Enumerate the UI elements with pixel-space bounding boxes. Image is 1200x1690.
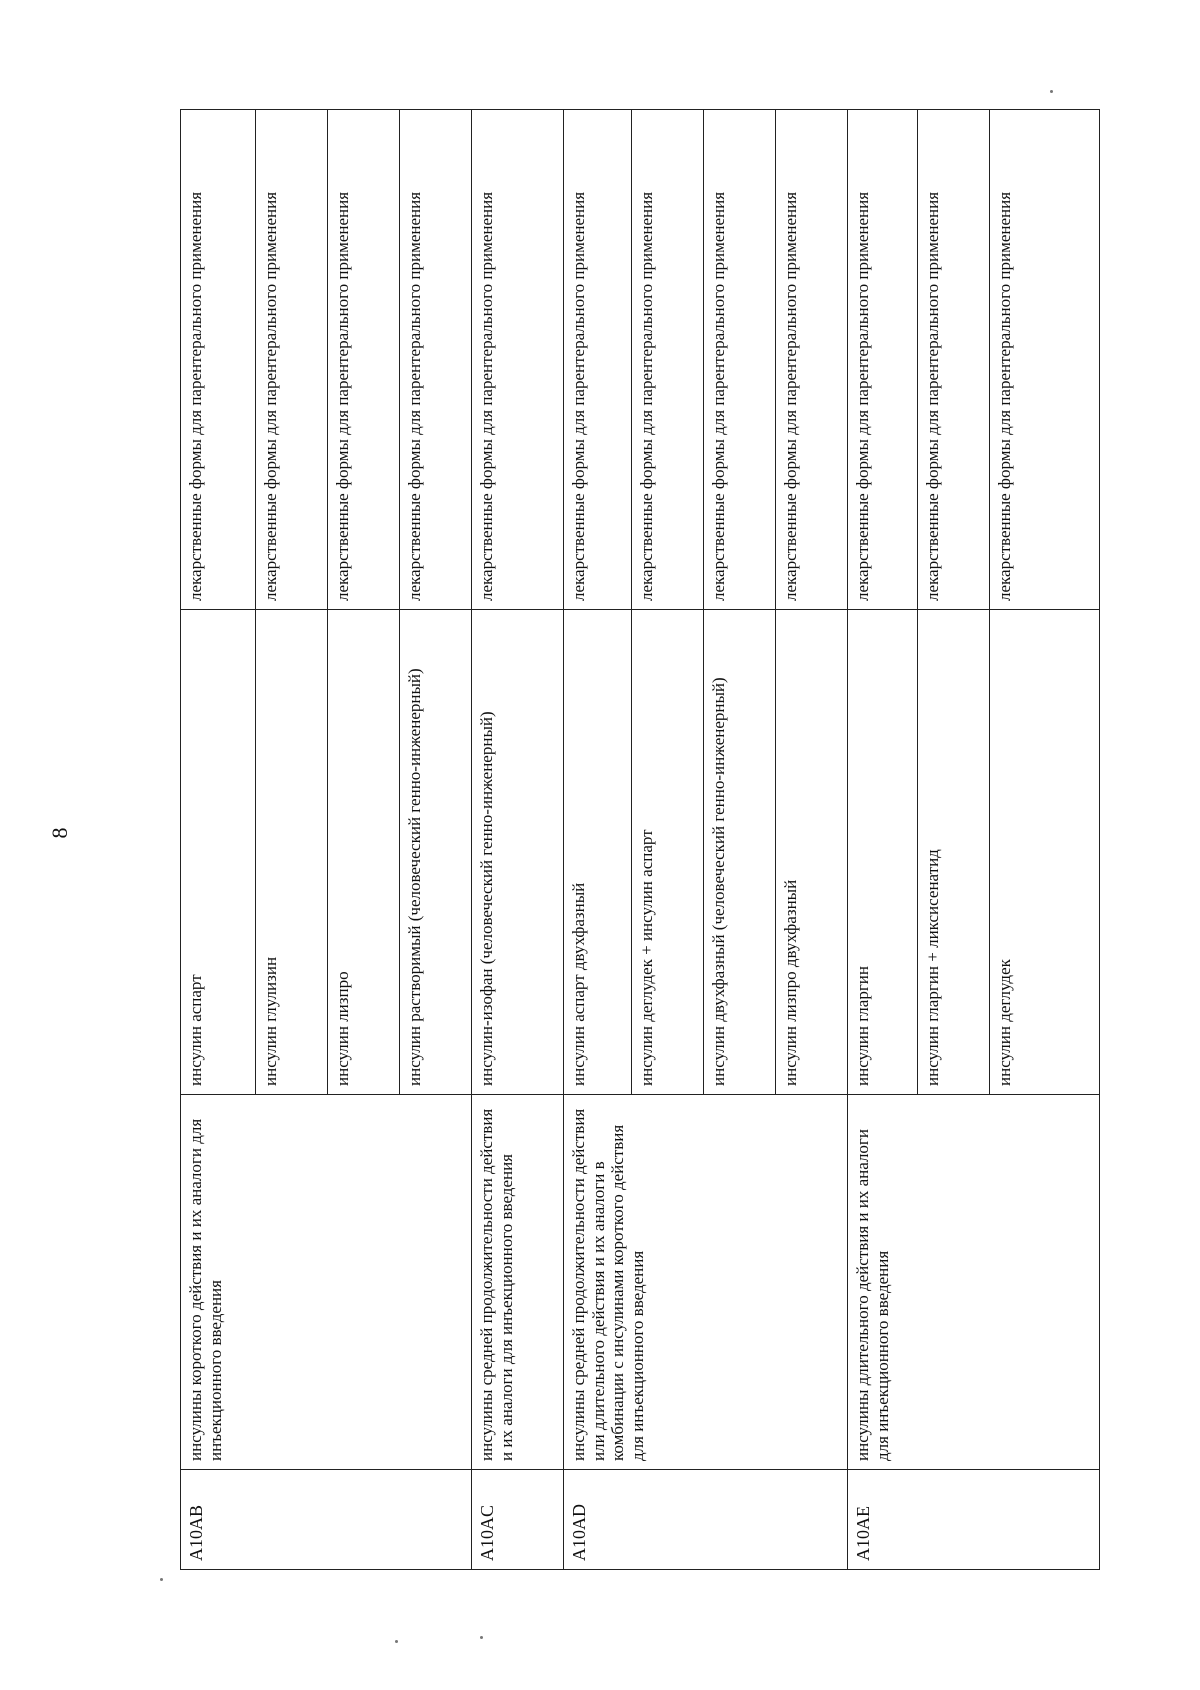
dosage-form: лекарственные формы для парентерального применения — [990, 110, 1100, 610]
scan-speck — [480, 1636, 483, 1639]
atc-code: A10AC — [472, 1470, 564, 1570]
group-name: инсулины короткого действия и их аналоги для инъекционного введения — [181, 1095, 472, 1470]
dosage-form: лекарственные формы для парентерального применения — [400, 110, 472, 610]
drug-name: инсулин аспарт двухфазный — [564, 610, 632, 1095]
drug-name: инсулин глулизин — [256, 610, 328, 1095]
dosage-form: лекарственные формы для парентерального применения — [632, 110, 704, 610]
dosage-form: лекарственные формы для парентерального применения — [704, 110, 776, 610]
drug-name: инсулин деглудек + инсулин аспарт — [632, 610, 704, 1095]
drug-name: инсулин аспарт — [181, 610, 256, 1095]
dosage-form: лекарственные формы для парентерального применения — [848, 110, 918, 610]
group-name: инсулины длительного действия и их аналоги для инъекционного введения — [848, 1095, 1100, 1470]
dosage-form: лекарственные формы для парентерального применения — [256, 110, 328, 610]
rotated-page-content — [180, 110, 1100, 1570]
dosage-form: лекарственные формы для парентерального применения — [918, 110, 990, 610]
drug-name: инсулин растворимый (человеческий генно-инженерный) — [400, 610, 472, 1095]
drug-name: инсулин гларгин + ликсисенатид — [918, 610, 990, 1095]
drug-name: инсулин лизпро двухфазный — [776, 610, 848, 1095]
table-row — [472, 110, 564, 1570]
dosage-form: лекарственные формы для парентерального применения — [776, 110, 848, 610]
scan-speck — [160, 1578, 163, 1581]
table-row — [564, 110, 632, 1570]
dosage-form: лекарственные формы для парентерального применения — [472, 110, 564, 610]
page-number: 8 — [47, 827, 72, 839]
table-row — [848, 110, 918, 1570]
scan-speck — [395, 1640, 398, 1643]
drug-table — [180, 109, 1100, 1570]
atc-code: A10AB — [181, 1470, 472, 1570]
drug-name: инсулин лизпро — [328, 610, 400, 1095]
atc-code: A10AD — [564, 1470, 848, 1570]
drug-name: инсулин деглудек — [990, 610, 1100, 1095]
dosage-form: лекарственные формы для парентерального применения — [564, 110, 632, 610]
group-name: инсулины средней продолжительности действия или длительного действия и их аналоги в комбинации с инсулинами короткого действия для инъекционного введения — [564, 1095, 848, 1470]
table-row — [181, 110, 256, 1570]
group-name: инсулины средней продолжительности действия и их аналоги для инъекционного введения — [472, 1095, 564, 1470]
drug-name: инсулин двухфазный (человеческий генно-инженерный) — [704, 610, 776, 1095]
atc-code: A10AE — [848, 1470, 1100, 1570]
drug-name: инсулин-изофан (человеческий генно-инженерный) — [472, 610, 564, 1095]
dosage-form: лекарственные формы для парентерального применения — [181, 110, 256, 610]
scan-speck — [1050, 90, 1053, 93]
dosage-form: лекарственные формы для парентерального применения — [328, 110, 400, 610]
drug-name: инсулин гларгин — [848, 610, 918, 1095]
